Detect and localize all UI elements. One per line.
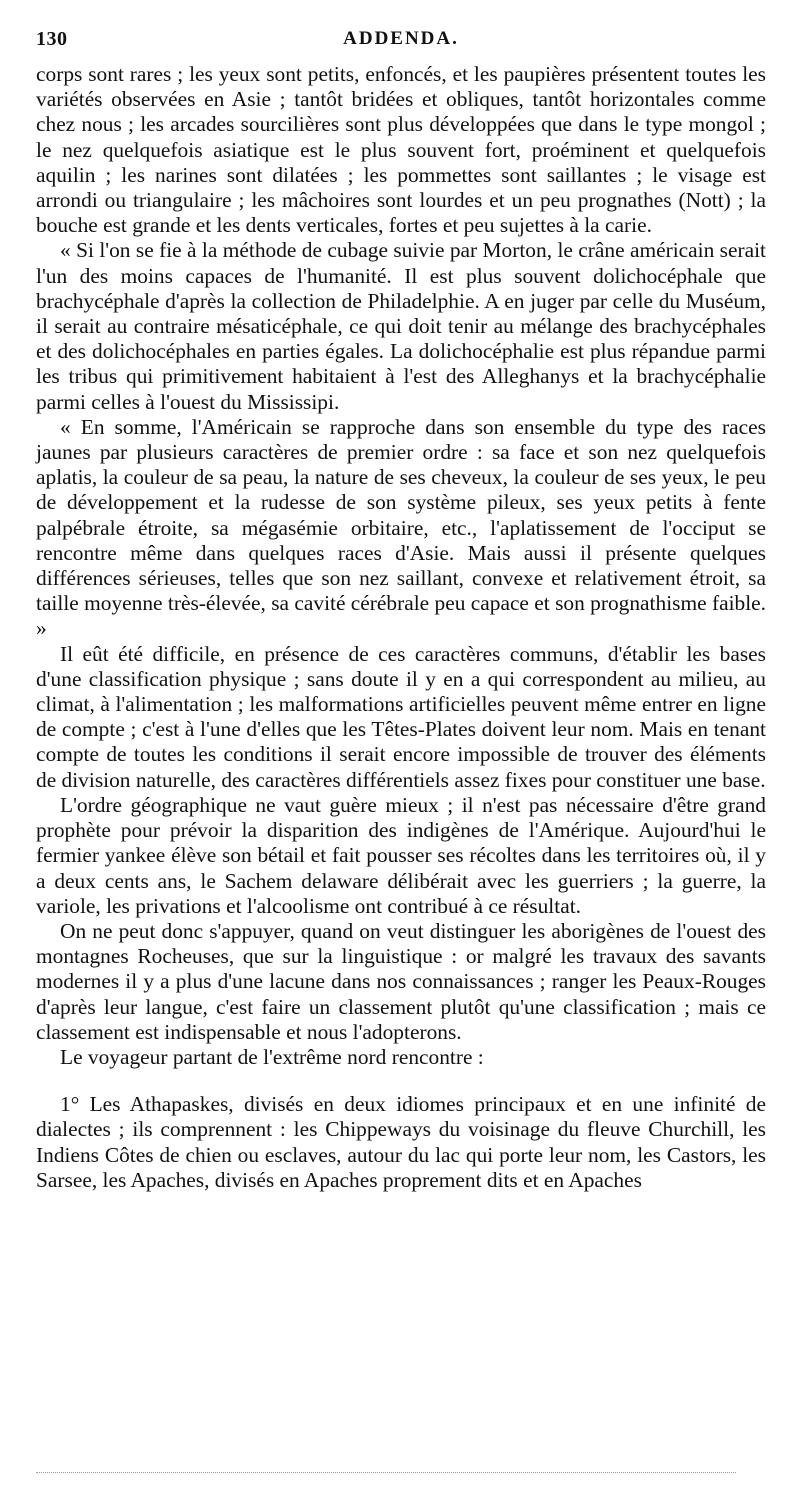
paragraph-continued: corps sont rares ; les yeux sont petits, enfoncés, et les paupières présentent toutes les variétés observées en Asie ; tantôt bridées et obliques, tantôt horizontales comme chez nous ; les arcades sourcilières sont plus développées que dans le type mongol ; le nez quelquefois asiatique est le plus souvent fort, proéminent et quelquefois aquilin ; les narines sont dilatées ; les pommettes sont saillantes ; le visage est arrondi ou triangulaire ; les mâchoires sont lourdes et un peu prognathes (Nott) ; la bouche est grande et les dents verticales, fortes et peu sujettes à la carie. [36, 62, 766, 238]
paragraph-classification: Il eût été difficile, en présence de ces caractères communs, d'établir les bases d'une classification physique ; sans doute il y en a qui correspondent au milieu, au climat, à l'alimentation ; les malformations artificielles peuvent même entrer en ligne de compte ; c'est à l'une d'elles que les Têtes-Plates doivent leur nom. Mais en tenant compte de toutes les conditions il serait encore impossible de trouver des éléments de division naturelle, des caractères différentiels assez fixes pour constituer une base. [36, 641, 766, 792]
paragraph-geographic-order: L'ordre géographique ne vaut guère mieux ; il n'est pas nécessaire d'être grand prophète pour prévoir la disparition des indigènes de l'Amérique. Aujourd'hui le fermier yankee élève son bétail et fait pousser ses récoltes dans les territoires où, il y a deux cents ans, le Sachem delaware délibérait avec les guerriers ; la guerre, la variole, les privations et l'alcoolisme ont contribué à ce résultat. [36, 792, 766, 918]
paragraph-traveller: Le voyageur partant de l'extrême nord rencontre : [60, 1044, 484, 1069]
body-text [36, 62, 766, 1193]
paragraph-linguistics: On ne peut donc s'appuyer, quand on veut distinguer les aborigènes de l'ouest des montagnes Rocheuses, que sur la linguistique : or malgré les travaux des savants modernes il y a plus d'une lacune dans nos connaissances ; ranger les Peaux-Rouges d'après leur langue, c'est faire un classement plutôt qu'une classification ; mais ce classement est indispensable et nous l'adopterons. [36, 918, 766, 1044]
page-header [36, 28, 766, 62]
paragraph-quote-morton: « Si l'on se fie à la méthode de cubage suivie par Morton, le crâne américain serait l'un des moins capaces de l'humanité. Il est plus souvent dolichocéphale que brachycéphale d'après la collection de Philadelphie. A en juger par celle du Muséum, il serait au contraire mésaticéphale, ce qui doit tenir au mélange des brachycéphales et des dolichocéphales en parties égales. La dolichocéphalie est plus répandue parmi les tribus qui primitivement habitaient à l'est des Alleghanys et la brachycéphalie parmi celles à l'ouest du Mississipi. [36, 238, 766, 414]
page-number: 130 [36, 28, 68, 50]
running-title: ADDENDA. [343, 28, 459, 49]
paragraph-quote-summary: « En somme, l'Américain se rapproche dans son ensemble du type des races jaunes par plusieurs caractères de premier ordre : sa face et son nez quelquefois aplatis, la couleur de sa peau, la nature de ses cheveux, la couleur de ses yeux, le peu de développement et la rudesse de son système pileux, ses yeux petits à fente palpébrale étroite, sa mégasémie orbitaire, etc., l'aplatissement de l'occiput se rencontre même dans quelques races d'Asie. Mais aussi il présente quelques différences sérieuses, telles que son nez saillant, convexe et relativement étroit, sa taille moyenne très-élevée, sa cavité cérébrale peu capace et son prognathisme faible. » [36, 414, 766, 641]
list-item-athapaskes: 1° Les Athapaskes, divisés en deux idiomes principaux et en une infinité de dialectes ; ils comprennent : les Chippeways du voisinage du fleuve Churchill, les Indiens Côtes de chien ou esclaves, autour du lac qui porte leur nom, les Castors, les Sarsee, les Apaches, divisés en Apaches proprement dits et en Apaches [36, 1092, 766, 1192]
footer-rule [36, 1472, 736, 1473]
book-page [36, 28, 766, 1193]
